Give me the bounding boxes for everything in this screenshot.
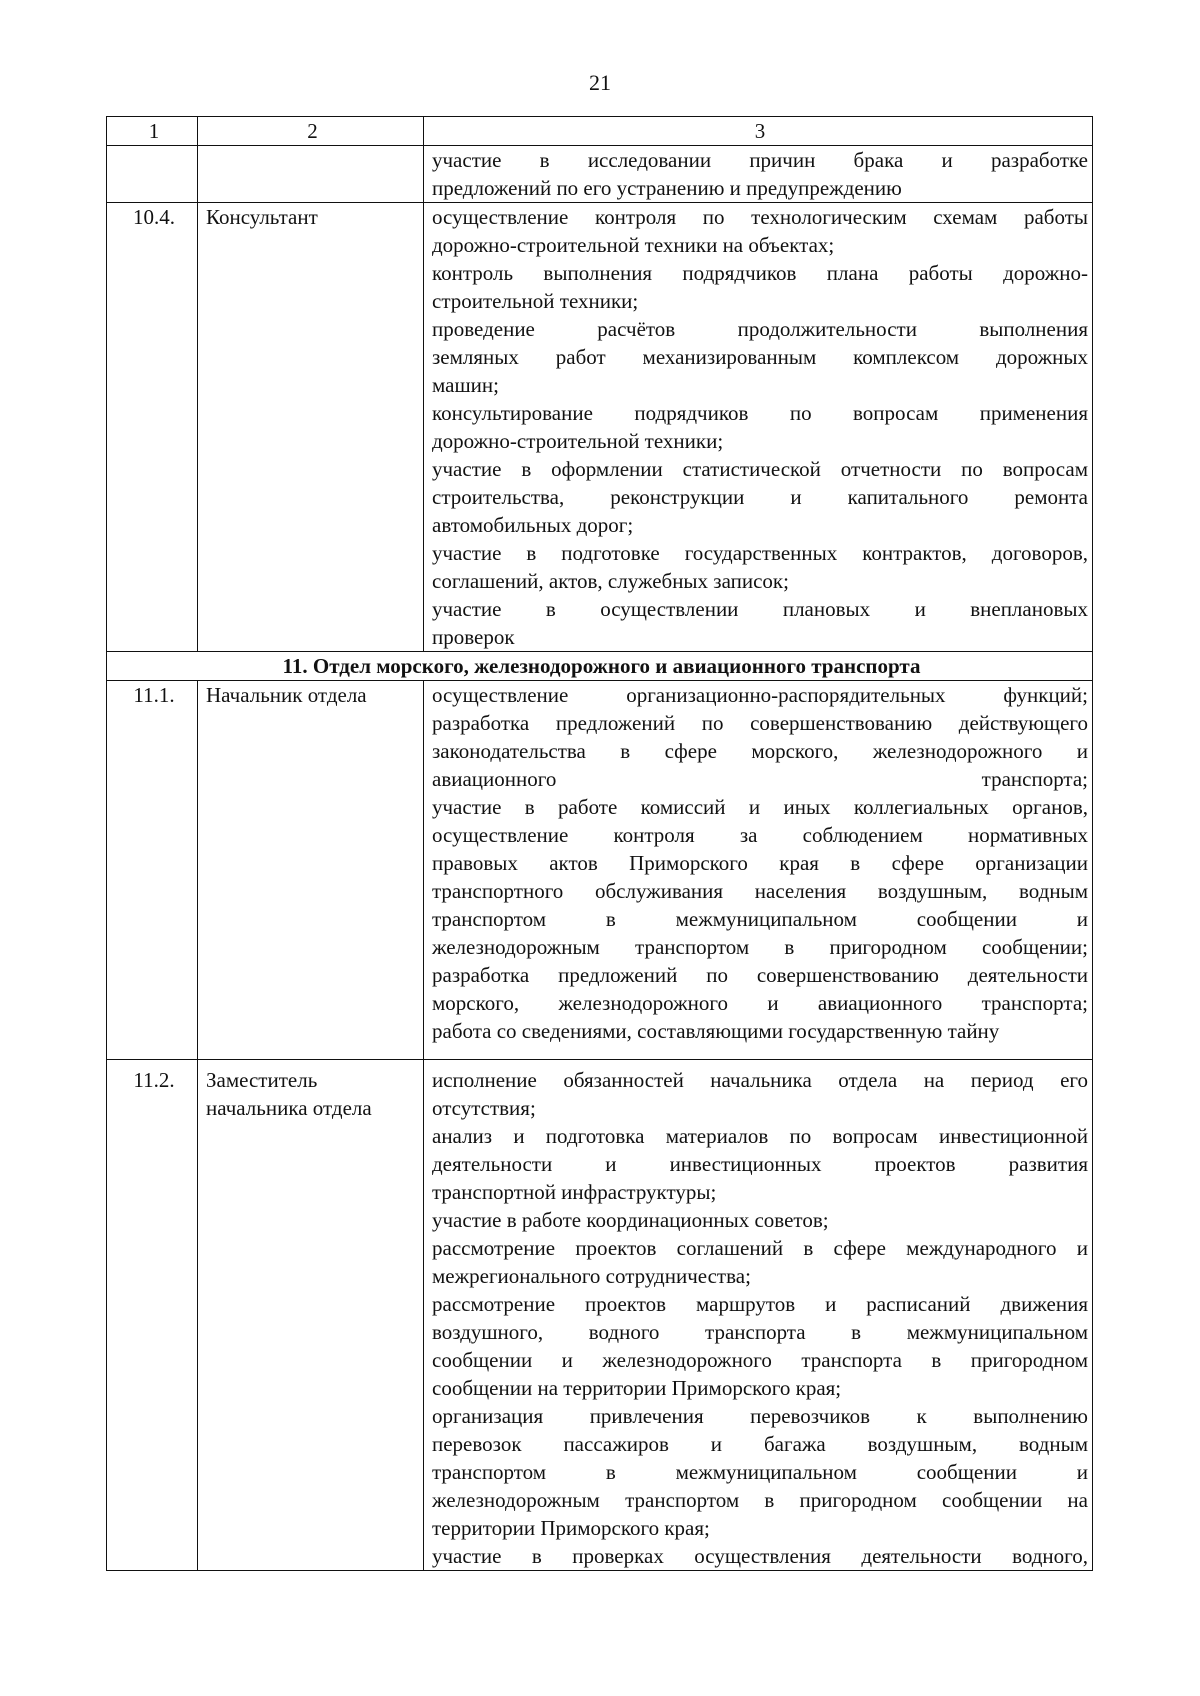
duty-line: земляных работ механизированным комплексом дорожных bbox=[432, 345, 1088, 369]
duty-line: консультирование подрядчиков по вопросам применения bbox=[432, 401, 1088, 425]
duty-line: контроль выполнения подрядчиков плана работы дорожно- bbox=[432, 261, 1088, 285]
duty-line: сообщении на территории Приморского края; bbox=[432, 1376, 842, 1400]
duty-line: организация привлечения перевозчиков к выполнению bbox=[432, 1404, 1088, 1428]
duty-line: дорожно-строительной техники на объектах; bbox=[432, 233, 835, 257]
duty-line: территории Приморского края; bbox=[432, 1516, 710, 1540]
table-header-row bbox=[107, 117, 1093, 146]
duty-line: правовых актов Приморского края в сфере организации bbox=[432, 851, 1088, 875]
duty-line: авиационного транспорта; bbox=[432, 767, 1088, 791]
row-position: Консультант bbox=[198, 203, 424, 652]
duty-line: проведение расчётов продолжительности выполнения bbox=[432, 317, 1088, 341]
row-number: 11.2. bbox=[107, 1060, 198, 1571]
duty-line: сообщении и железнодорожного транспорта в пригородном bbox=[432, 1348, 1088, 1372]
duty-line: участие в проверках осуществления деятельности водного, bbox=[432, 1544, 1088, 1568]
section-title: 11. Отдел морского, железнодорожного и авиационного транспорта bbox=[107, 652, 1093, 681]
row-duties bbox=[424, 203, 1093, 652]
duty-line: деятельности и инвестиционных проектов развития bbox=[432, 1152, 1088, 1176]
row-duties bbox=[424, 1060, 1093, 1571]
duty-line: перевозок пассажиров и багажа воздушным, водным bbox=[432, 1432, 1088, 1456]
duty-line: железнодорожным транспортом в пригородном сообщении на bbox=[432, 1488, 1088, 1512]
duty-line: анализ и подготовка материалов по вопросам инвестиционной bbox=[432, 1124, 1088, 1148]
duty-line: разработка предложений по совершенствованию действующего bbox=[432, 711, 1088, 735]
row-position bbox=[198, 1060, 424, 1571]
row-duties bbox=[424, 681, 1093, 1060]
duty-line: проверок bbox=[432, 625, 515, 649]
position-line: Заместитель bbox=[206, 1068, 318, 1092]
header-col-1: 1 bbox=[107, 117, 198, 146]
duty-line: машин; bbox=[432, 373, 499, 397]
position-line: начальника отдела bbox=[206, 1096, 372, 1120]
table-row bbox=[107, 203, 1093, 652]
duty-line: дорожно-строительной техники; bbox=[432, 429, 724, 453]
duty-line: отсутствия; bbox=[432, 1096, 536, 1120]
row-duties bbox=[424, 146, 1093, 203]
duty-line: предложений по его устранению и предупреждению bbox=[432, 176, 902, 200]
duty-line: работа со сведениями, составляющими государственную тайну bbox=[432, 1019, 1000, 1043]
row-number bbox=[107, 146, 198, 203]
duty-line: строительной техники; bbox=[432, 289, 639, 313]
duty-line: строительства, реконструкции и капитального ремонта bbox=[432, 485, 1088, 509]
duty-line: осуществление контроля по технологическим схемам работы bbox=[432, 205, 1088, 229]
duty-line: разработка предложений по совершенствованию деятельности bbox=[432, 963, 1088, 987]
table-row bbox=[107, 681, 1093, 1060]
duty-line: участие в подготовке государственных контрактов, договоров, bbox=[432, 541, 1088, 565]
duty-line: осуществление контроля за соблюдением нормативных bbox=[432, 823, 1088, 847]
duty-line: морского, железнодорожного и авиационного транспорта; bbox=[432, 991, 1088, 1015]
duty-line: участие в оформлении статистической отчетности по вопросам bbox=[432, 457, 1088, 481]
duties-table bbox=[106, 116, 1093, 1571]
row-position bbox=[198, 146, 424, 203]
duty-line: железнодорожным транспортом в пригородном сообщении; bbox=[432, 935, 1088, 959]
duty-line: участие в исследовании причин брака и разработке bbox=[432, 148, 1088, 172]
duty-line: транспортом в межмуниципальном сообщении и bbox=[432, 1460, 1088, 1484]
row-number: 10.4. bbox=[107, 203, 198, 652]
duty-line: участие в работе координационных советов; bbox=[432, 1208, 829, 1232]
duty-line: транспортом в межмуниципальном сообщении и bbox=[432, 907, 1088, 931]
row-position: Начальник отдела bbox=[198, 681, 424, 1060]
duty-line: рассмотрение проектов маршрутов и расписаний движения bbox=[432, 1292, 1088, 1316]
duty-line: межрегионального сотрудничества; bbox=[432, 1264, 751, 1288]
duty-line: участие в работе комиссий и иных коллегиальных органов, bbox=[432, 795, 1088, 819]
duty-line: воздушного, водного транспорта в межмуниципальном bbox=[432, 1320, 1088, 1344]
duty-line: участие в осуществлении плановых и внеплановых bbox=[432, 597, 1088, 621]
duty-line: рассмотрение проектов соглашений в сфере международного и bbox=[432, 1236, 1088, 1260]
duty-line: транспортного обслуживания населения воздушным, водным bbox=[432, 879, 1088, 903]
duty-line: осуществление организационно-распорядительных функций; bbox=[432, 683, 1088, 707]
duty-line: автомобильных дорог; bbox=[432, 513, 634, 537]
duty-line: исполнение обязанностей начальника отдела на период его bbox=[432, 1068, 1088, 1092]
header-col-2: 2 bbox=[198, 117, 424, 146]
row-number: 11.1. bbox=[107, 681, 198, 1060]
duty-line: соглашений, актов, служебных записок; bbox=[432, 569, 789, 593]
header-col-3: 3 bbox=[424, 117, 1093, 146]
duty-line: транспортной инфраструктуры; bbox=[432, 1180, 717, 1204]
section-row bbox=[107, 652, 1093, 681]
duty-line: законодательства в сфере морского, железнодорожного и bbox=[432, 739, 1088, 763]
table-row bbox=[107, 146, 1093, 203]
table-row bbox=[107, 1060, 1093, 1571]
page-number: 21 bbox=[589, 70, 611, 95]
